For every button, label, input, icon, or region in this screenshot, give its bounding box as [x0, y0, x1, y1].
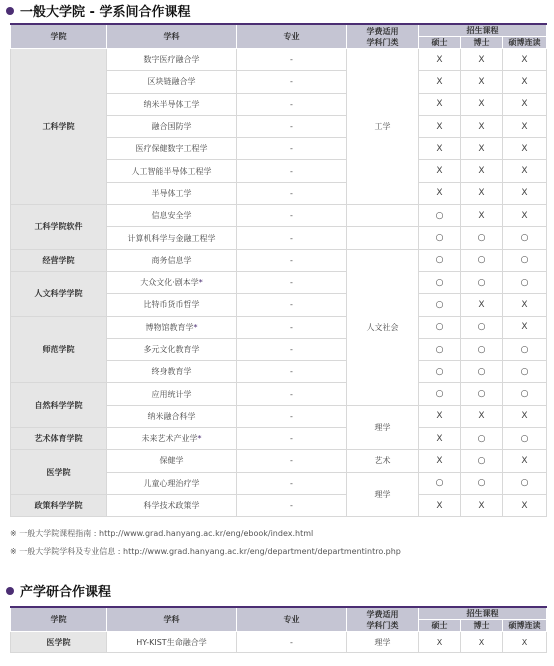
combined-cell: ○	[503, 472, 547, 494]
phd-cell: ○	[461, 428, 503, 450]
fee-category-cell: 理学	[347, 472, 419, 517]
header-enrollment: 招生课程	[419, 607, 547, 620]
master-cell: ○	[419, 205, 461, 227]
combined-cell: ○	[503, 271, 547, 293]
subject-cell	[107, 249, 237, 271]
master-cell: X	[419, 138, 461, 160]
combined-cell: X	[503, 450, 547, 472]
subject-text: 纳米融合科学	[147, 411, 196, 421]
major-cell: -	[237, 71, 347, 93]
subject-cell	[107, 428, 237, 450]
subject-cell	[107, 49, 237, 71]
major-cell: -	[237, 160, 347, 182]
subject-text: 人工智能半导体工程学	[131, 166, 212, 176]
table-row	[11, 383, 547, 405]
major-cell: -	[237, 249, 347, 271]
phd-cell: X	[461, 115, 503, 137]
phd-cell: X	[461, 49, 503, 71]
subject-cell	[107, 361, 237, 383]
fee-category-cell	[347, 227, 419, 249]
major-cell: -	[237, 271, 347, 293]
subject-cell	[107, 115, 237, 137]
master-cell: X	[419, 494, 461, 516]
combined-cell: X	[503, 49, 547, 71]
subject-text: 多元文化教育学	[143, 345, 200, 354]
college-cell: 政策科学学院	[11, 494, 107, 516]
table-row	[11, 450, 547, 472]
header-major: 专业	[237, 24, 347, 49]
subject-text: 未来艺术产业学	[141, 434, 198, 444]
combined-cell: X	[503, 182, 547, 204]
phd-cell: ○	[461, 472, 503, 494]
phd-cell: ○	[461, 227, 503, 249]
header-subject: 学科	[107, 607, 237, 632]
subject-cell	[107, 93, 237, 115]
combined-cell: ○	[503, 361, 547, 383]
subject-cell	[107, 316, 237, 338]
master-cell: ○	[419, 249, 461, 271]
combined-cell: ○	[503, 383, 547, 405]
major-cell: -	[237, 182, 347, 204]
major-cell: -	[237, 227, 347, 249]
master-cell: ○	[419, 316, 461, 338]
bullet-icon	[6, 587, 14, 595]
header-college: 学院	[11, 24, 107, 49]
master-cell: X	[419, 160, 461, 182]
subject-text: 终身教育学	[151, 367, 192, 377]
header-master: 硕士	[419, 620, 461, 632]
combined-cell: ○	[503, 249, 547, 271]
master-cell: ○	[419, 294, 461, 316]
phd-cell: ○	[461, 383, 503, 405]
section-title-2	[6, 581, 111, 600]
subject-cell	[107, 160, 237, 182]
major-cell: -	[237, 405, 347, 427]
major-cell: -	[237, 338, 347, 360]
combined-cell: X	[503, 316, 547, 338]
table-row	[11, 49, 547, 71]
combined-cell: ○	[503, 428, 547, 450]
fee-cell: 理学	[347, 632, 419, 653]
combined-cell: X	[503, 632, 547, 653]
master-cell: X	[419, 632, 461, 653]
master-cell: ○	[419, 271, 461, 293]
major-cell: -	[237, 138, 347, 160]
table-row	[11, 271, 547, 293]
subject-text: 比特币货币哲学	[143, 300, 200, 310]
master-cell: ○	[419, 361, 461, 383]
table-row	[11, 632, 547, 653]
note-department-info: ※ 一般大学院学科及专业信息 : http://www.grad.hanyang.ac.kr/eng/department/departmentintro.php	[10, 547, 401, 556]
college-cell: 艺术体育学院	[11, 428, 107, 450]
header-subject: 学科	[107, 24, 237, 49]
major-cell: -	[237, 472, 347, 494]
table-row	[11, 205, 547, 227]
combined-cell: X	[503, 294, 547, 316]
table-row	[11, 249, 547, 271]
header-fee-category: 学费适用 学科门类	[347, 24, 419, 49]
major-cell: -	[237, 294, 347, 316]
header-phd: 博士	[461, 620, 503, 632]
subject-cell	[107, 71, 237, 93]
combined-cell: X	[503, 405, 547, 427]
fee-category-cell: 艺术	[347, 450, 419, 472]
asterisk-mark: *	[193, 322, 198, 332]
subject-text: 应用统计学	[151, 389, 192, 399]
header-major: 专业	[237, 607, 347, 632]
major-cell: -	[237, 93, 347, 115]
subject-text: 博物馆教育学	[145, 322, 194, 332]
college-cell: 工科学院软件	[11, 205, 107, 250]
master-cell: X	[419, 428, 461, 450]
combined-cell: ○	[503, 227, 547, 249]
college-cell: 自然科学学院	[11, 383, 107, 428]
major-cell: -	[237, 115, 347, 137]
asterisk-mark: *	[198, 278, 203, 288]
industry-program-table	[10, 606, 547, 653]
master-cell: X	[419, 450, 461, 472]
subject-text: 科学技术政策学	[143, 501, 200, 511]
phd-cell: X	[461, 71, 503, 93]
college-cell: 工科学院	[11, 49, 107, 205]
master-cell: X	[419, 182, 461, 204]
section-title-text: 产学研合作课程	[20, 585, 112, 600]
section-title-1	[6, 1, 190, 20]
phd-cell: ○	[461, 450, 503, 472]
subject-text: 医疗保健数字工程学	[135, 144, 208, 154]
subject-text: 信息安全学	[151, 211, 192, 221]
college-cell: 人文科学学院	[11, 271, 107, 316]
phd-cell: X	[461, 405, 503, 427]
master-cell: ○	[419, 227, 461, 249]
major-cell: -	[237, 316, 347, 338]
phd-cell: ○	[461, 338, 503, 360]
subject-text: 大众文化·剧本学	[140, 278, 199, 288]
header-fee-category: 学费适用 学科门类	[347, 607, 419, 632]
phd-cell: X	[461, 160, 503, 182]
subject-text: 纳米半导体工学	[143, 99, 200, 109]
major-cell: -	[237, 49, 347, 71]
subject-cell	[107, 383, 237, 405]
phd-cell: X	[461, 182, 503, 204]
subject-cell	[107, 205, 237, 227]
subject-cell	[107, 271, 237, 293]
subject-cell	[107, 472, 237, 494]
combined-cell: ○	[503, 338, 547, 360]
master-cell: X	[419, 49, 461, 71]
phd-cell: X	[461, 205, 503, 227]
phd-cell: ○	[461, 316, 503, 338]
college-cell: 经营学院	[11, 249, 107, 271]
master-cell: X	[419, 71, 461, 93]
college-cell: 医学院	[11, 450, 107, 495]
header-phd: 博士	[461, 37, 503, 49]
master-cell: X	[419, 405, 461, 427]
combined-cell: X	[503, 494, 547, 516]
subject-cell: HY-KIST生命融合学	[107, 632, 237, 653]
subject-text: 半导体工学	[151, 188, 192, 198]
section-title-text: 一般大学院 - 学系间合作课程	[20, 5, 191, 20]
combined-cell: X	[503, 93, 547, 115]
phd-cell: X	[461, 294, 503, 316]
major-cell: -	[237, 361, 347, 383]
phd-cell: X	[461, 138, 503, 160]
major-cell: -	[237, 383, 347, 405]
major-cell: -	[237, 632, 347, 653]
subject-text: 儿童心理治疗学	[143, 478, 200, 488]
phd-cell: X	[461, 494, 503, 516]
fee-category-cell: 人文社会	[347, 249, 419, 405]
combined-cell: X	[503, 138, 547, 160]
subject-cell	[107, 138, 237, 160]
joint-program-table	[10, 23, 547, 517]
table-row	[11, 428, 547, 450]
bullet-icon	[6, 7, 14, 15]
subject-text: 区块链融合学	[147, 77, 196, 87]
master-cell: ○	[419, 383, 461, 405]
subject-cell	[107, 450, 237, 472]
subject-cell	[107, 338, 237, 360]
subject-cell	[107, 494, 237, 516]
subject-text: 数字医疗融合学	[143, 55, 200, 65]
header-master: 硕士	[419, 37, 461, 49]
phd-cell: X	[461, 632, 503, 653]
subject-text: 保健学	[159, 456, 184, 466]
header-enrollment: 招生课程	[419, 24, 547, 37]
asterisk-mark: *	[197, 434, 202, 444]
phd-cell: ○	[461, 271, 503, 293]
header-college: 学院	[11, 607, 107, 632]
phd-cell: ○	[461, 361, 503, 383]
major-cell: -	[237, 494, 347, 516]
header-combined: 硕博连读	[503, 620, 547, 632]
subject-text: 融合国防学	[151, 122, 192, 132]
phd-cell: X	[461, 93, 503, 115]
combined-cell: X	[503, 71, 547, 93]
subject-cell	[107, 227, 237, 249]
phd-cell: ○	[461, 249, 503, 271]
master-cell: ○	[419, 472, 461, 494]
fee-category-cell: 理学	[347, 405, 419, 450]
major-cell: -	[237, 205, 347, 227]
college-cell: 医学院	[11, 632, 107, 653]
subject-text: 计算机科学与金融工程学	[127, 233, 216, 243]
table-row	[11, 316, 547, 338]
table-row	[11, 494, 547, 516]
major-cell: -	[237, 428, 347, 450]
fee-category-cell: 工学	[347, 49, 419, 205]
major-cell: -	[237, 450, 347, 472]
subject-cell	[107, 405, 237, 427]
master-cell: X	[419, 115, 461, 137]
combined-cell: X	[503, 205, 547, 227]
subject-cell	[107, 182, 237, 204]
college-cell: 师范学院	[11, 316, 107, 383]
master-cell: ○	[419, 338, 461, 360]
header-combined: 硕博连读	[503, 37, 547, 49]
fee-category-cell	[347, 205, 419, 227]
combined-cell: X	[503, 115, 547, 137]
note-course-guide: ※ 一般大学院课程指南 : http://www.grad.hanyang.ac.kr/eng/ebook/index.html	[10, 529, 314, 538]
subject-cell	[107, 294, 237, 316]
master-cell: X	[419, 93, 461, 115]
combined-cell: X	[503, 160, 547, 182]
subject-text: 商务信息学	[151, 255, 192, 265]
